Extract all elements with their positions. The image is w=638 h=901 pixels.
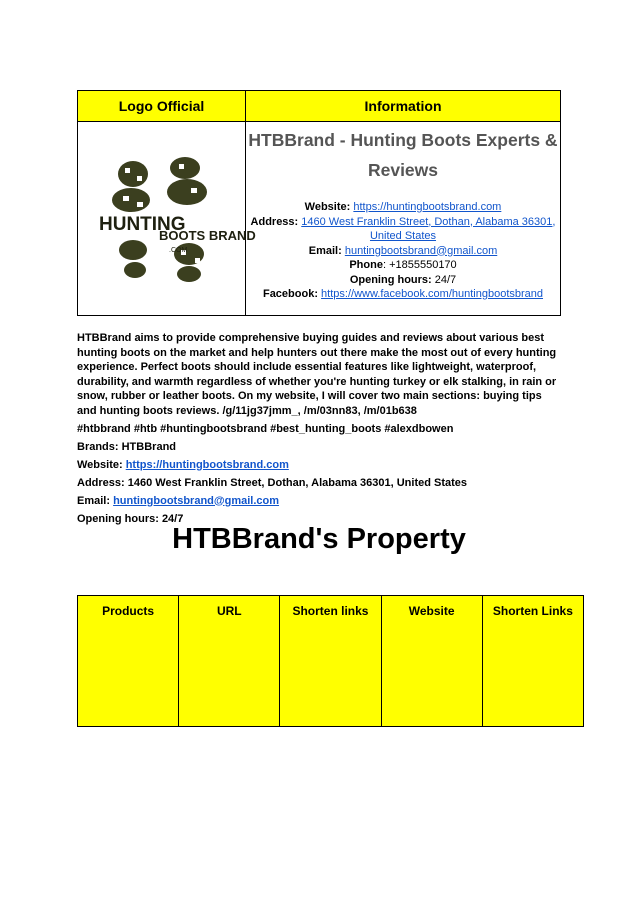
col-website: Website xyxy=(381,596,482,727)
website-line: Website: https://huntingbootsbrand.com xyxy=(304,201,502,213)
hunting-boots-logo xyxy=(97,154,256,284)
tread-gap xyxy=(137,202,143,207)
email-line: Email: huntingbootsbrand@gmail.com xyxy=(308,244,498,257)
boot-tread xyxy=(177,266,201,282)
logo-hunting-text: HUNTING xyxy=(98,213,186,235)
tread-gap xyxy=(123,196,129,201)
tread-gap xyxy=(137,176,142,181)
col-url: URL xyxy=(179,596,280,727)
boot-tread xyxy=(112,188,150,212)
logo-cell xyxy=(78,122,256,316)
phone-line: Phone: +1855550170 xyxy=(349,259,457,271)
boot-tread xyxy=(124,262,146,278)
logo-com-text: .COM xyxy=(168,246,187,254)
col-products: Products xyxy=(78,596,179,727)
col-shorten-links: Shorten links xyxy=(280,596,381,727)
brands: Brands: HTBBrand xyxy=(77,440,177,453)
logo-boots-text: BOOTS BRAND xyxy=(158,227,256,243)
tread-gap xyxy=(191,188,197,193)
col-shorten-links-2: Shorten Links xyxy=(482,596,583,727)
body-email-link[interactable]: huntingbootsbrand@gmail.com xyxy=(113,494,280,507)
tread-gap xyxy=(125,168,130,173)
facebook-link[interactable]: https://www.facebook.com/huntingbootsbrand xyxy=(321,288,544,300)
info-table xyxy=(77,90,561,316)
header-information: Information xyxy=(246,91,561,122)
contact-info xyxy=(246,200,560,302)
boot-tread xyxy=(167,179,207,205)
email-link[interactable]: huntingbootsbrand@gmail.com xyxy=(344,244,498,257)
hours-line: Opening hours: 24/7 xyxy=(349,273,457,286)
website-link[interactable]: https://huntingbootsbrand.com xyxy=(353,201,502,213)
boot-tread xyxy=(118,161,148,187)
email-row: Email: huntingbootsbrand@gmail.com xyxy=(77,494,280,507)
hours-row: Opening hours: 24/7 xyxy=(77,512,184,525)
address-link[interactable]: 1460 West Franklin Street, Dothan, Alabama 36301, United States xyxy=(301,215,556,242)
info-cell xyxy=(246,122,561,316)
tread-gap xyxy=(179,164,184,169)
body-website-link[interactable]: https://huntingbootsbrand.com xyxy=(125,458,289,471)
description: HTBBrand aims to provide comprehensive buying guides and reviews about various best hunting boots on the market and help hunters out there make the most out of every hunting experience. Perfect boots should include essential features like lightweight, waterproof, durability, and warmth regardless of whether you're hunting turkey or elk stalking, in rain or snow, rubber or leather boots. On my website, I will cover two main sections: buying tips and hunting boots reviews. /g/11jg37jmm_, /m/03nn83, /m/01b638 xyxy=(77,332,557,417)
header-logo: Logo Official xyxy=(78,91,246,122)
body-text xyxy=(77,331,562,526)
property-table xyxy=(77,595,584,727)
hashtags: #htbbrand #htb #huntingbootsbrand #best_hunting_boots #alexdbowen xyxy=(77,422,454,435)
facebook-line: Facebook: https://www.facebook.com/huntingbootsbrand xyxy=(262,288,544,300)
property-title: HTBBrand's Property xyxy=(172,523,466,555)
boot-tread xyxy=(119,240,147,260)
website-row: Website: https://huntingbootsbrand.com xyxy=(77,458,289,471)
boot-tread xyxy=(170,157,200,179)
address-line: Address: 1460 West Franklin Street, Dothan, Alabama 36301, United States xyxy=(250,215,556,242)
info-title: HTBBrand - Hunting Boots Experts & Reviews xyxy=(248,130,558,180)
tread-gap xyxy=(195,258,200,263)
address-row: Address: 1460 West Franklin Street, Dothan, Alabama 36301, United States xyxy=(77,476,468,489)
